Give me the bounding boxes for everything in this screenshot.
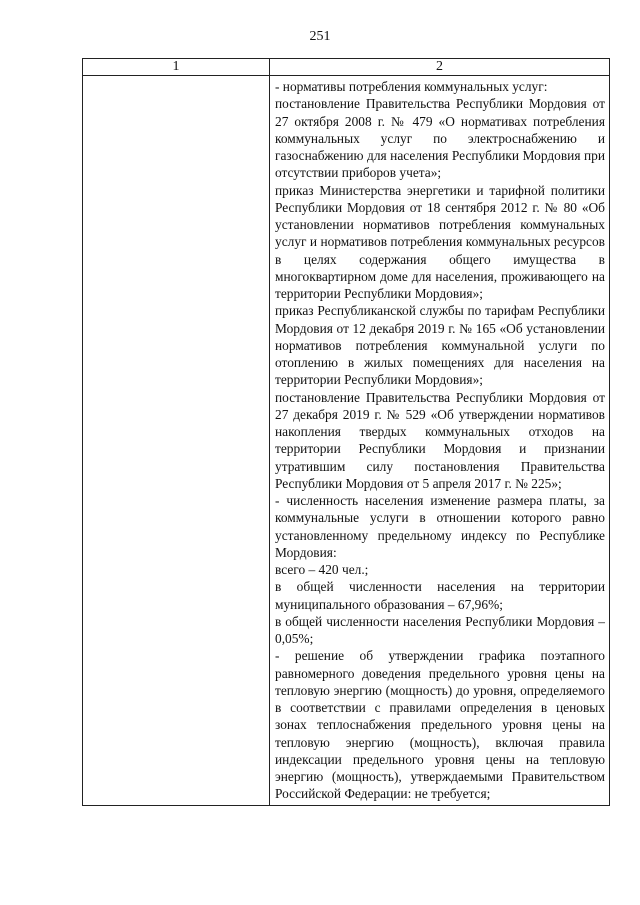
column-2-cell [270, 76, 610, 806]
page-number: 251 [309, 29, 331, 44]
paragraph-population-republic-share: в общей численности населения Республики Мордовия – 0,05%; [275, 613, 605, 646]
paragraph-population-heading: - численность населения изменение размера платы, за коммунальные услуги в отношении которого равно установленному предельному индексу по Республике Мордовия: [275, 493, 605, 560]
paragraph-resolution-529: постановление Правительства Республики Мордовия от 27 декабря 2019 г. № 529 «Об утверждении нормативов накопления твердых коммунальных отходов на территории Республики Мордовия и признании утратившим силу постановления Правительства Республики Мордовия от 5 апреля 2017 г. № 225»; [275, 389, 605, 491]
table-row [83, 76, 610, 806]
paragraph-order-80: приказ Министерства энергетики и тарифной политики Республики Мордовия от 18 сентября 2012 г. № 80 «Об установлении нормативов потребления коммунальных услуг и нормативов потребления коммунальных ресурсов в целях содержания общего имущества в многоквартирном доме для населения, проживающего на территории Республики Мордовия»; [275, 182, 605, 301]
paragraph-heat-price-decision: - решение об утверждении графика поэтапного равномерного доведения предельного уровня цены на тепловую энергию (мощность) до уровня, определяемого в соответствии с правилами определения в ценовых зонах теплоснабжения предельного уровня цены на тепловую энергию (мощность), включая правила индексации предельного уровня цены на тепловую энергию (мощность), утверждаемыми Правительством Российской Федерации: не требуется; [275, 648, 605, 802]
paragraph-population-municipal-share: в общей численности населения на территории муниципального образования – 67,96%; [275, 579, 605, 612]
document-table [82, 58, 610, 806]
column-header-1: 1 [83, 59, 270, 76]
paragraph-resolution-479: постановление Правительства Республики Мордовия от 27 октября 2008 г. № 479 «О нормативах потребления коммунальных услуг по электроснабжению и газоснабжению для населения Республики Мордовия при отсутствии приборов учета»; [275, 96, 605, 181]
table-header-row [83, 59, 610, 76]
column-header-2: 2 [270, 59, 610, 76]
paragraph-order-165: приказ Республиканской службы по тарифам Республики Мордовия от 12 декабря 2019 г. № 165 «Об установлении нормативов потребления коммунальной услуги по отоплению в жилых помещениях для населения на территории Республики Мордовия»; [275, 303, 605, 388]
paragraph-population-total: всего – 420 чел.; [275, 562, 369, 577]
paragraph-utility-norms-heading: - нормативы потребления коммунальных услуг: [275, 79, 548, 94]
column-1-cell [83, 76, 270, 806]
